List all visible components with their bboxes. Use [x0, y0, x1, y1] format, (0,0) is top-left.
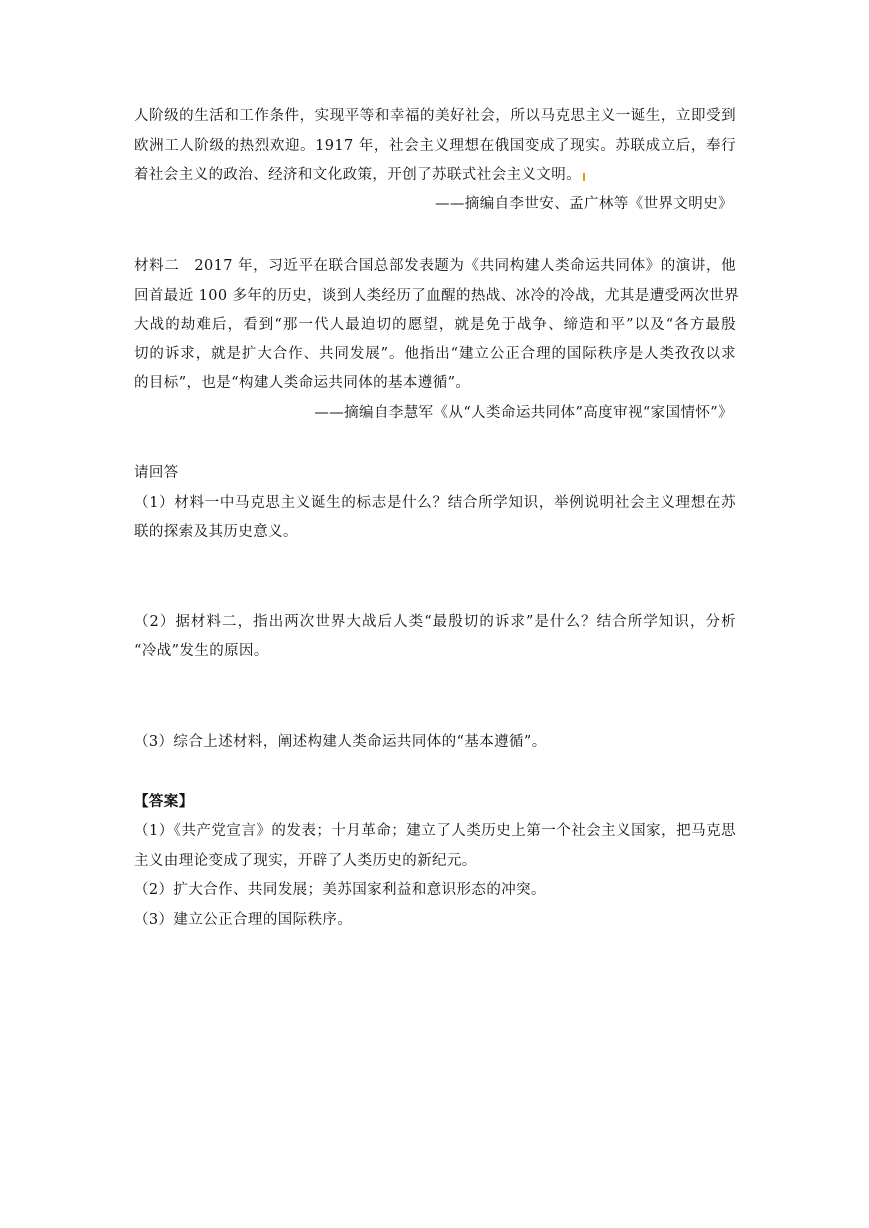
question-2-line-1: （2）据材料二，指出两次世界大战后人类“最殷切的诉求”是什么？结合所学知识，分析	[134, 614, 736, 630]
material2-line-3: 大战的劫难后，看到“那一代人最迫切的愿望，就是免于战争、缔造和平”以及“各方最殷	[134, 317, 736, 333]
question-1-line-2: 联的探索及其历史意义。	[134, 524, 298, 540]
questions-prompt: 请回答	[134, 465, 179, 481]
material2-line-1: 材料二 2017 年，习近平在联合国总部发表题为《共同构建人类命运共同体》的演讲，他	[134, 258, 736, 274]
answer-1-line-2: 主义由理论变成了现实，开辟了人类历史的新纪元。	[134, 853, 477, 869]
answer-2: （2）扩大合作、共同发展；美苏国家利益和意识形态的冲突。	[134, 882, 546, 898]
material2-line-2: 回首最近 100 多年的历史，谈到人类经历了血醒的热战、冰冷的冷战，尤其是遭受两次世界	[134, 288, 740, 304]
answer-3: （3）建立公正合理的国际秩序。	[134, 912, 353, 928]
question-3: （3）综合上述材料，阐述构建人类命运共同体的“基本遵循”。	[134, 734, 547, 750]
edit-mark	[583, 173, 585, 181]
answer-heading: 【答案】	[134, 794, 194, 810]
material2-line-5: 的目标”，也是“构建人类命运共同体的基本遵循”。	[134, 375, 471, 391]
question-1-line-1: （1）材料一中马克思主义诞生的标志是什么？结合所学知识，举例说明社会主义理想在苏	[134, 495, 736, 511]
material2-line-4: 切的诉求，就是扩大合作、共同发展”。他指出“建立公正合理的国际秩序是人类孜孜以求	[134, 346, 736, 362]
material1-line-3-text: 着社会主义的政治、经济和文化政策，开创了苏联式社会主义文明。	[134, 167, 581, 183]
material1-source: ——摘编自李世安、孟广林等《世界文明史》	[435, 196, 733, 212]
material1-line-1: 人阶级的生活和工作条件，实现平等和幸福的美好社会，所以马克思主义一诞生，立即受到	[134, 108, 736, 124]
answer-1-line-1: （1）《共产党宣言》的发表；十月革命；建立了人类历史上第一个社会主义国家，把马克思	[134, 823, 736, 839]
material1-line-3	[134, 165, 585, 185]
material2-source: ——摘编自李慧军《从“人类命运共同体”高度审视“家国情怀”》	[314, 405, 733, 421]
material1-line-2: 欧洲工人阶级的热烈欢迎。1917 年，社会主义理想在俄国变成了现实。苏联成立后，奉行	[134, 138, 736, 154]
question-2-line-2: “冷战”发生的原因。	[134, 643, 269, 659]
